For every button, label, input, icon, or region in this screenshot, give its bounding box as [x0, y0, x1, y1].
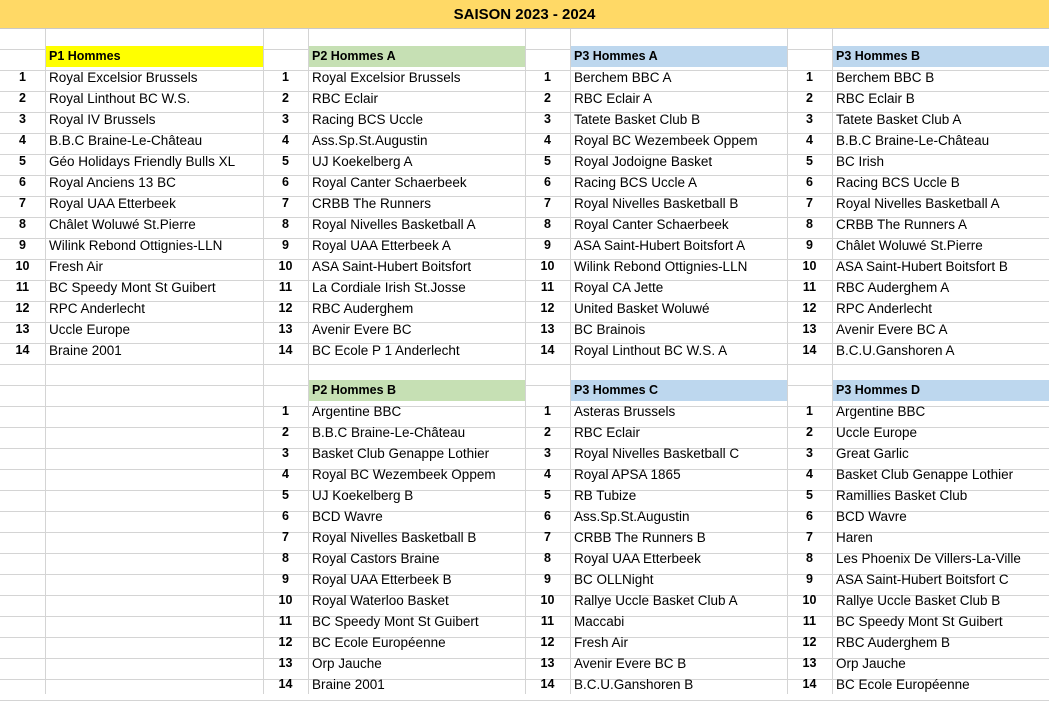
rank-number: 4	[806, 133, 813, 147]
rank-number: 6	[806, 509, 813, 523]
rank-number: 1	[544, 70, 551, 84]
rank-number: 12	[15, 301, 30, 315]
rank-number: 2	[282, 425, 289, 439]
team-name: Royal Nivelles Basketball B	[312, 530, 477, 545]
team-name: Châlet Woluwé St.Pierre	[49, 217, 196, 232]
team-name: Orp Jauche	[836, 656, 906, 671]
rank-number: 5	[806, 488, 813, 502]
rank-number: 12	[278, 635, 293, 649]
rank-number: 14	[540, 677, 555, 691]
team-name: Haren	[836, 530, 873, 545]
rank-number: 8	[544, 217, 551, 231]
team-name: RBC Auderghem A	[836, 280, 950, 295]
rank-number: 4	[806, 467, 813, 481]
team-name: Orp Jauche	[312, 656, 382, 671]
team-name: Royal CA Jette	[574, 280, 664, 295]
team-name: RBC Eclair	[312, 91, 379, 106]
team-name: Royal Linthout BC W.S.	[49, 91, 191, 106]
rank-number: 2	[806, 425, 813, 439]
rank-number: 7	[544, 530, 551, 544]
rank-number: 2	[544, 425, 551, 439]
team-name: B.C.U.Ganshoren B	[574, 677, 694, 692]
team-name: RBC Eclair	[574, 425, 641, 440]
rank-number: 8	[19, 217, 26, 231]
team-name: Royal APSA 1865	[574, 467, 681, 482]
rank-number: 13	[540, 656, 555, 670]
rank-number: 13	[15, 322, 30, 336]
team-name: Ass.Sp.St.Augustin	[312, 133, 428, 148]
team-name: Fresh Air	[574, 635, 629, 650]
rank-number: 13	[540, 322, 555, 336]
rank-number: 1	[806, 404, 813, 418]
team-name: Les Phoenix De Villers-La-Ville	[836, 551, 1021, 566]
team-name: Royal Nivelles Basketball B	[574, 196, 739, 211]
team-name: BC Ecole Européenne	[836, 677, 970, 692]
team-name: BC Ecole Européenne	[312, 635, 446, 650]
team-name: Royal Canter Schaerbeek	[312, 175, 467, 190]
rank-number: 4	[282, 133, 289, 147]
team-name: ASA Saint-Hubert Boitsfort B	[836, 259, 1008, 274]
team-name: RBC Auderghem B	[836, 635, 951, 650]
team-name: Avenir Evere BC	[312, 322, 412, 337]
team-name: BC Speedy Mont St Guibert	[312, 614, 479, 629]
team-name: Ass.Sp.St.Augustin	[574, 509, 690, 524]
team-name: UJ Koekelberg A	[312, 154, 413, 169]
rank-number: 6	[282, 175, 289, 189]
rank-number: 14	[802, 343, 817, 357]
team-name: Rallye Uccle Basket Club A	[574, 593, 738, 608]
rank-number: 11	[802, 614, 817, 628]
division-header: P3 Hommes B	[833, 46, 1049, 67]
team-name: Royal Linthout BC W.S. A	[574, 343, 728, 358]
rank-number: 7	[806, 530, 813, 544]
division-header: P3 Hommes A	[571, 46, 787, 67]
team-name: La Cordiale Irish St.Josse	[312, 280, 466, 295]
rank-number: 14	[278, 343, 293, 357]
rank-number: 7	[806, 196, 813, 210]
team-name: RPC Anderlecht	[836, 301, 933, 316]
rank-number: 7	[282, 196, 289, 210]
rank-number: 12	[540, 301, 555, 315]
team-name: Uccle Europe	[49, 322, 131, 337]
rank-number: 4	[544, 467, 551, 481]
rank-number: 14	[802, 677, 817, 691]
team-name: Royal Excelsior Brussels	[49, 70, 198, 85]
team-name: ASA Saint-Hubert Boitsfort A	[574, 238, 746, 253]
team-name: Royal Excelsior Brussels	[312, 70, 461, 85]
team-name: RBC Eclair A	[574, 91, 653, 106]
rank-number: 6	[544, 509, 551, 523]
team-name: Asteras Brussels	[574, 404, 676, 419]
team-name: Royal BC Wezembeek Oppem	[312, 467, 496, 482]
rank-number: 6	[19, 175, 26, 189]
rank-number: 2	[806, 91, 813, 105]
team-name: Royal Anciens 13 BC	[49, 175, 176, 190]
team-name: Avenir Evere BC B	[574, 656, 687, 671]
team-name: Ramillies Basket Club	[836, 488, 968, 503]
team-name: Tatete Basket Club A	[836, 112, 962, 127]
division-header: P2 Hommes B	[309, 380, 525, 401]
team-name: Royal Canter Schaerbeek	[574, 217, 729, 232]
rank-number: 14	[278, 677, 293, 691]
rank-number: 9	[806, 572, 813, 586]
rank-number: 10	[540, 259, 555, 273]
team-name: Racing BCS Uccle B	[836, 175, 960, 190]
rank-number: 9	[544, 572, 551, 586]
team-name: Royal UAA Etterbeek	[49, 196, 176, 211]
rank-number: 2	[282, 91, 289, 105]
rank-number: 3	[544, 112, 551, 126]
team-name: Royal Nivelles Basketball A	[836, 196, 1000, 211]
rank-number: 1	[282, 404, 289, 418]
team-name: CRBB The Runners B	[574, 530, 706, 545]
rank-number: 13	[802, 322, 817, 336]
team-name: Royal IV Brussels	[49, 112, 156, 127]
team-name: United Basket Woluwé	[574, 301, 710, 316]
rank-number: 8	[806, 551, 813, 565]
team-name: Châlet Woluwé St.Pierre	[836, 238, 983, 253]
team-name: Royal UAA Etterbeek B	[312, 572, 452, 587]
rank-number: 6	[282, 509, 289, 523]
rank-number: 5	[544, 154, 551, 168]
team-name: B.C.U.Ganshoren A	[836, 343, 955, 358]
team-name: Fresh Air	[49, 259, 104, 274]
team-name: Tatete Basket Club B	[574, 112, 701, 127]
rank-number: 3	[282, 446, 289, 460]
rank-number: 10	[802, 259, 817, 273]
rank-number: 3	[19, 112, 26, 126]
team-name: Basket Club Genappe Lothier	[836, 467, 1014, 482]
rank-number: 10	[802, 593, 817, 607]
rank-number: 3	[806, 446, 813, 460]
team-name: B.B.C Braine-Le-Château	[836, 133, 990, 148]
division-header: P1 Hommes	[46, 46, 263, 67]
team-name: BCD Wavre	[312, 509, 383, 524]
team-name: Géo Holidays Friendly Bulls XL	[49, 154, 236, 169]
team-name: BC OLLNight	[574, 572, 654, 587]
rank-number: 3	[282, 112, 289, 126]
rank-number: 1	[544, 404, 551, 418]
rank-number: 8	[544, 551, 551, 565]
rank-number: 11	[278, 614, 293, 628]
team-name: Wilink Rebond Ottignies-LLN	[49, 238, 223, 253]
team-name: Argentine BBC	[836, 404, 926, 419]
team-name: Royal BC Wezembeek Oppem	[574, 133, 758, 148]
rank-number: 2	[19, 91, 26, 105]
division-header: P3 Hommes C	[571, 380, 787, 401]
division-header: P2 Hommes A	[309, 46, 525, 67]
team-name: Berchem BBC A	[574, 70, 672, 85]
rank-number: 12	[802, 635, 817, 649]
team-name: Royal Nivelles Basketball C	[574, 446, 740, 461]
team-name: ASA Saint-Hubert Boitsfort	[312, 259, 472, 274]
rank-number: 3	[544, 446, 551, 460]
team-name: Royal Castors Braine	[312, 551, 440, 566]
rank-number: 9	[806, 238, 813, 252]
rank-number: 8	[282, 551, 289, 565]
team-name: RB Tubize	[574, 488, 637, 503]
team-name: ASA Saint-Hubert Boitsfort C	[836, 572, 1009, 587]
team-name: CRBB The Runners A	[836, 217, 968, 232]
team-name: Rallye Uccle Basket Club B	[836, 593, 1001, 608]
rank-number: 6	[544, 175, 551, 189]
team-name: Wilink Rebond Ottignies-LLN	[574, 259, 748, 274]
team-name: BC Speedy Mont St Guibert	[836, 614, 1003, 629]
rank-number: 12	[278, 301, 293, 315]
team-name: Royal Waterloo Basket	[312, 593, 449, 608]
team-name: Argentine BBC	[312, 404, 402, 419]
team-name: Berchem BBC B	[836, 70, 935, 85]
division-header: P3 Hommes D	[833, 380, 1049, 401]
rank-number: 10	[278, 259, 293, 273]
team-name: Braine 2001	[312, 677, 385, 692]
rank-number: 2	[544, 91, 551, 105]
team-name: Avenir Evere BC A	[836, 322, 948, 337]
rank-number: 4	[544, 133, 551, 147]
team-name: BC Brainois	[574, 322, 646, 337]
rank-number: 10	[15, 259, 30, 273]
team-name: CRBB The Runners	[312, 196, 432, 211]
rank-number: 7	[282, 530, 289, 544]
rank-number: 13	[278, 322, 293, 336]
rank-number: 14	[540, 343, 555, 357]
rank-number: 8	[282, 217, 289, 231]
rank-number: 13	[278, 656, 293, 670]
team-name: B.B.C Braine-Le-Château	[312, 425, 466, 440]
team-name: RPC Anderlecht	[49, 301, 146, 316]
rank-number: 1	[19, 70, 26, 84]
rank-number: 3	[806, 112, 813, 126]
team-name: B.B.C Braine-Le-Château	[49, 133, 203, 148]
team-name: BCD Wavre	[836, 509, 907, 524]
team-name: Royal Nivelles Basketball A	[312, 217, 476, 232]
rank-number: 8	[806, 217, 813, 231]
rank-number: 6	[806, 175, 813, 189]
rank-number: 14	[15, 343, 30, 357]
rank-number: 11	[278, 280, 293, 294]
rank-number: 13	[802, 656, 817, 670]
team-name: RBC Eclair B	[836, 91, 915, 106]
rank-number: 12	[540, 635, 555, 649]
team-name: Braine 2001	[49, 343, 122, 358]
rank-number: 11	[15, 280, 30, 294]
team-name: BC Ecole P 1 Anderlecht	[312, 343, 460, 358]
rank-number: 11	[540, 280, 555, 294]
rank-number: 7	[19, 196, 26, 210]
rank-number: 11	[540, 614, 555, 628]
rank-number: 9	[282, 238, 289, 252]
rank-number: 5	[282, 154, 289, 168]
team-name: Great Garlic	[836, 446, 909, 461]
rank-number: 9	[282, 572, 289, 586]
rank-number: 1	[282, 70, 289, 84]
rank-number: 1	[806, 70, 813, 84]
rank-number: 4	[19, 133, 26, 147]
rank-number: 10	[540, 593, 555, 607]
rank-number: 5	[806, 154, 813, 168]
sheet-title: SAISON 2023 - 2024	[0, 0, 1049, 29]
team-name: BC Speedy Mont St Guibert	[49, 280, 216, 295]
team-name: UJ Koekelberg B	[312, 488, 414, 503]
team-name: Basket Club Genappe Lothier	[312, 446, 490, 461]
team-name: Royal Jodoigne Basket	[574, 154, 713, 169]
rank-number: 9	[19, 238, 26, 252]
team-name: Racing BCS Uccle	[312, 112, 424, 127]
rank-number: 5	[19, 154, 26, 168]
team-name: Maccabi	[574, 614, 625, 629]
rank-number: 5	[282, 488, 289, 502]
team-name: RBC Auderghem	[312, 301, 414, 316]
rank-number: 9	[544, 238, 551, 252]
team-name: Royal UAA Etterbeek A	[312, 238, 451, 253]
rank-number: 12	[802, 301, 817, 315]
rank-number: 4	[282, 467, 289, 481]
team-name: BC Irish	[836, 154, 885, 169]
rank-number: 10	[278, 593, 293, 607]
rank-number: 11	[802, 280, 817, 294]
rank-number: 5	[544, 488, 551, 502]
team-name: Royal UAA Etterbeek	[574, 551, 701, 566]
team-name: Uccle Europe	[836, 425, 918, 440]
rank-number: 7	[544, 196, 551, 210]
team-name: Racing BCS Uccle A	[574, 175, 698, 190]
